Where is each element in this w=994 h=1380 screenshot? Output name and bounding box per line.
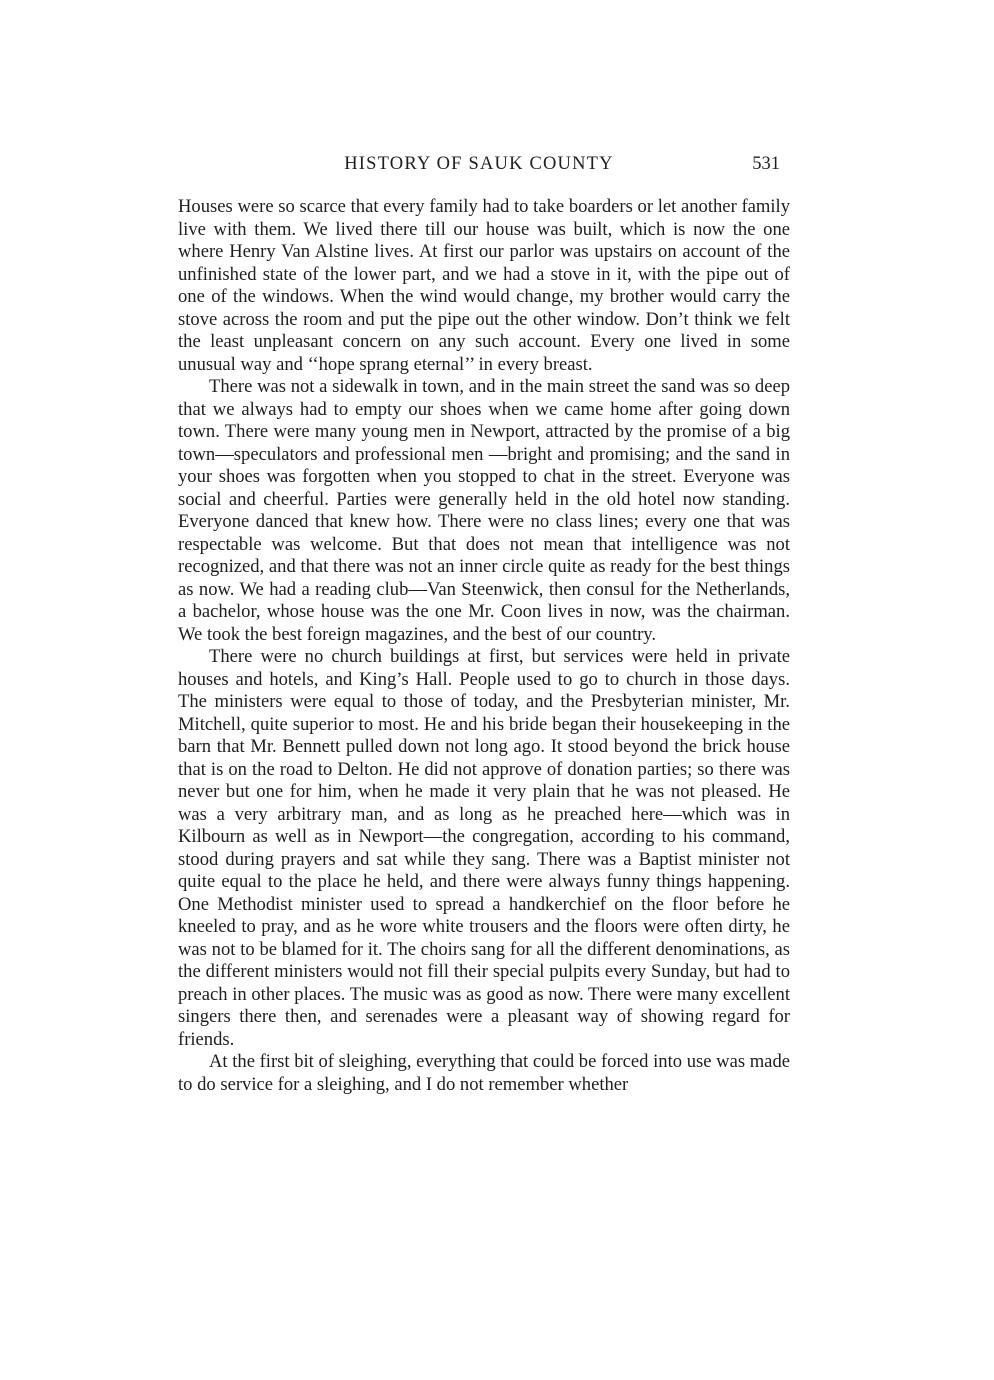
body-text — [178, 196, 790, 1096]
paragraph-2: There was not a sidewalk in town, and in the main street the sand was so deep that we always had to empty our shoes when we came home after going down town. There were many young men in Newport, attracted by the promise of a big town—speculators and professional men —bright and promising; and the sand in your shoes was forgotten when you stopped to chat in the street. Everyone was social and cheerful. Parties were generally held in the old hotel now standing. Everyone danced that knew how. There were no class lines; every one that was respectable was welcome. But that does not mean that intelligence was not recognized, and that there was not an inner circle quite as ready for the best things as now. We had a reading club—Van Steenwick, then consul for the Netherlands, a bachelor, whose house was the one Mr. Coon lives in now, was the chairman. We took the best foreign magazines, and the best of our country. — [178, 376, 790, 645]
paragraph-4: At the first bit of sleighing, everything that could be forced into use was made to do service for a sleighing, and I do not remember whether — [178, 1051, 790, 1095]
page-header — [178, 154, 780, 182]
paragraph-1: Houses were so scarce that every family had to take boarders or let another family live with them. We lived there till our house was built, which is now the one where Henry Van Alstine lives. At first our parlor was upstairs on account of the unfinished state of the lower part, and we had a stove in it, with the pipe out of one of the windows. When the wind would change, my brother would carry the stove across the room and put the pipe out the other window. Don’t think we felt the least unpleasant concern on any such account. Every one lived in some unusual way and ‘‘hope sprang eternal’’ in every breast. — [178, 196, 790, 375]
page-number: 531 — [752, 154, 780, 174]
running-title: HISTORY OF SAUK COUNTY — [344, 154, 614, 174]
paragraph-3: There were no church buildings at first, but services were held in private houses and hotels, and King’s Hall. People used to go to church in those days. The ministers were equal to those of today, and the Presbyterian minister, Mr. Mitchell, quite superior to most. He and his bride began their housekeeping in the barn that Mr. Bennett pulled down not long ago. It stood beyond the brick house that is on the road to Delton. He did not approve of donation parties; so there was never but one for him, when he made it very plain that he was not pleased. He was a very arbitrary man, and as long as he preached here—which was in Kilbourn as well as in Newport—the congregation, according to his command, stood during prayers and sat while they sang. There was a Baptist minister not quite equal to the place he held, and there were always funny things happening. One Methodist minister used to spread a handkerchief on the floor before he kneeled to pray, and as he wore white trousers and the floors were often dirty, he was not to be blamed for it. The choirs sang for all the different denominations, as the different ministers would not fill their special pulpits every Sunday, but had to preach in other places. The music was as good as now. There were many excellent singers there then, and serenades were a pleasant way of showing regard for friends. — [178, 646, 790, 1050]
